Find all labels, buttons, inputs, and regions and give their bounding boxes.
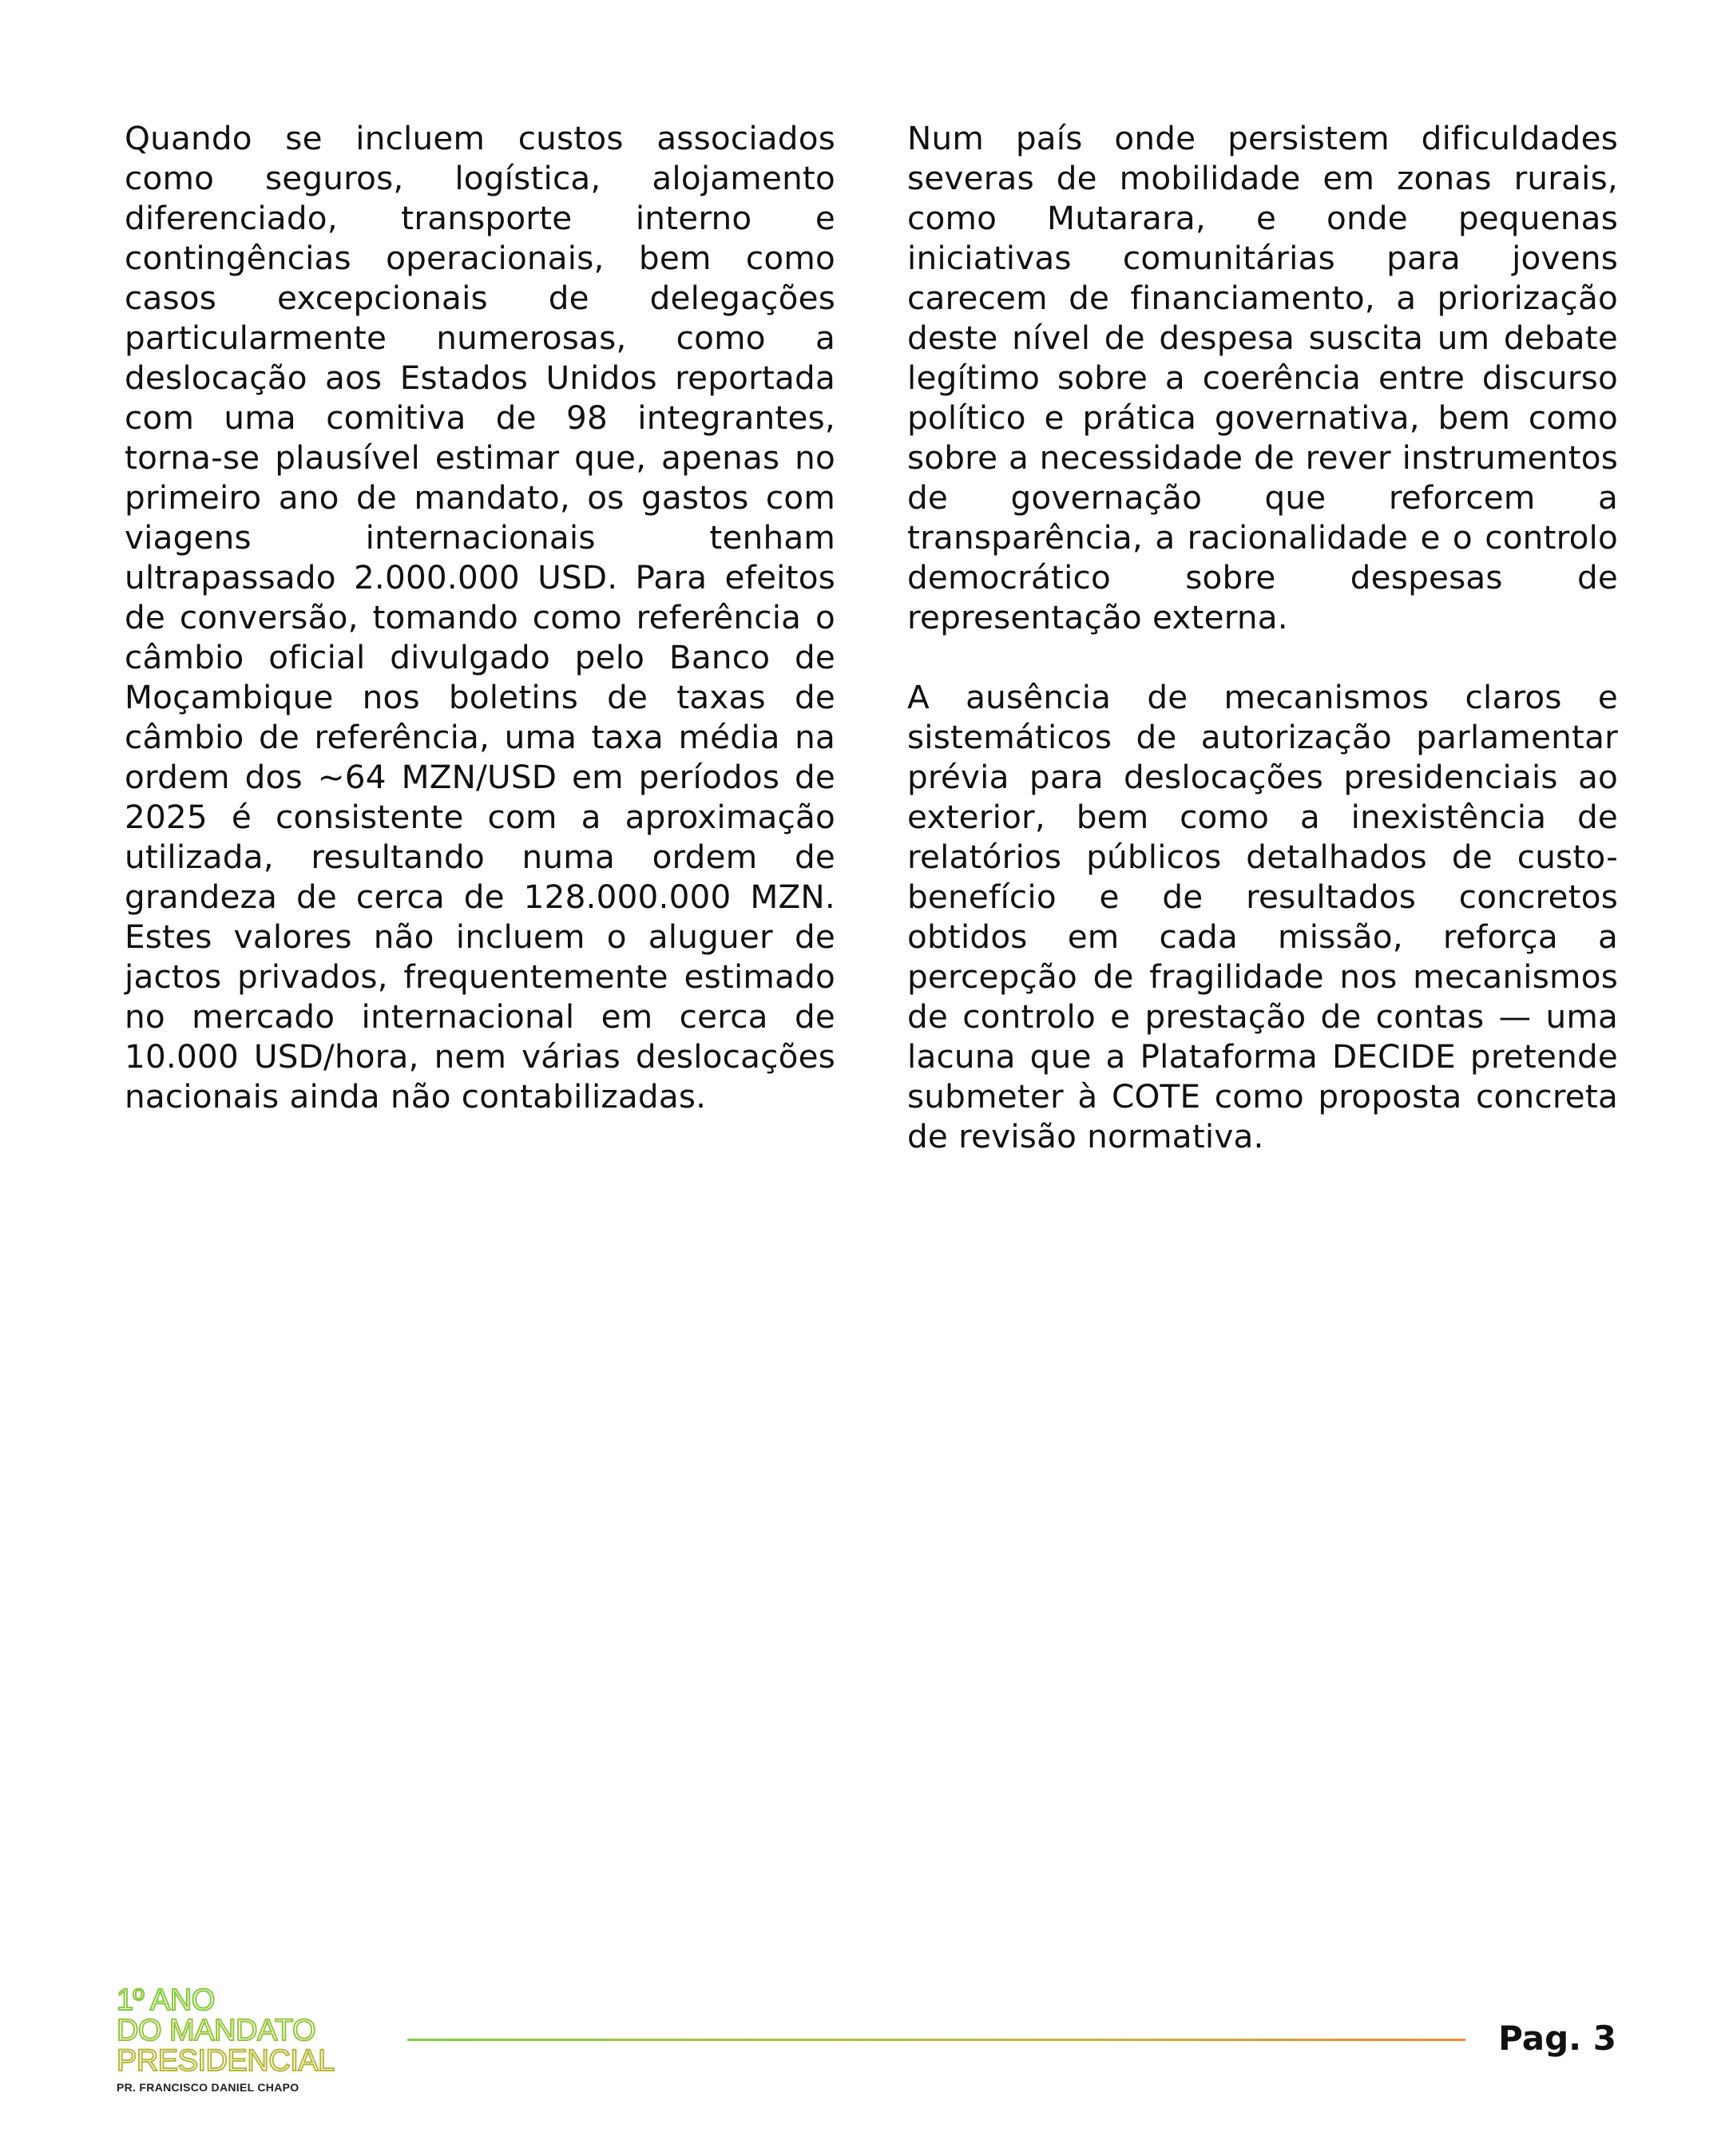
logo-line-3: PRESIDENCIAL — [117, 2044, 335, 2078]
footer-divider — [407, 2039, 1465, 2041]
logo-line-2: DO MANDATO — [117, 2014, 316, 2047]
logo-subtitle: PR. FRANCISCO DANIEL CHAPO — [117, 2081, 299, 2094]
paragraph: A ausência de mecanismos claros e sistemáticos de autorização parlamentar prévia para deslocações presidenciais ao exterior, bem como a inexistência de relatórios públicos detalhados de custo-benefício e de resultados concretos obtidos em cada missão, reforça a percepção de fragilidade nos mecanismos de controlo e prestação de contas — uma lacuna que a Plataforma DECIDE pretende submeter à COTE como proposta concreta de revisão normativa. — [907, 678, 1618, 1155]
right-text-column — [907, 118, 1618, 1156]
page-number: Pag. 3 — [1498, 2019, 1616, 2058]
paragraph: Quando se incluem custos associados como seguros, logística, alojamento diferenciado, transporte interno e contingências operacionais, bem como casos excepcionais de delegações particularmente numerosas, como a deslocação aos Estados Unidos reportada com uma comitiva de 98 integrantes, torna-se plausível estimar que, apenas no primeiro ano de mandato, os gastos com viagens internacionais tenham ultrapassado 2.000.000 USD. Para efeitos de conversão, tomando como referência o câmbio oficial divulgado pelo Banco de Moçambique nos boletins de taxas de câmbio de referência, uma taxa média na ordem dos ~64 MZN/USD em períodos de 2025 é consistente com a aproximação utilizada, resultando numa ordem de grandeza de cerca de 128.000.000 MZN. Estes valores não incluem o aluguer de jactos privados, frequentemente estimado no mercado internacional em cerca de 10.000 USD/hora, nem várias deslocações nacionais ainda não contabilizadas. — [125, 119, 835, 1116]
paragraph: Num país onde persistem dificuldades severas de mobilidade em zonas rurais, como Mutarara, e onde pequenas iniciativas comunitárias para jovens carecem de financiamento, a priorização deste nível de despesa suscita um debate legítimo sobre a coerência entre discurso político e prática governativa, bem como sobre a necessidade de rever instrumentos de governação que reforcem a transparência, a racionalidade e o controlo democrático sobre despesas de representação externa. — [907, 119, 1618, 636]
left-text-column — [125, 118, 835, 1116]
mandate-logo — [117, 1985, 404, 2094]
logo-line-1: 1º ANO — [117, 1984, 215, 2017]
